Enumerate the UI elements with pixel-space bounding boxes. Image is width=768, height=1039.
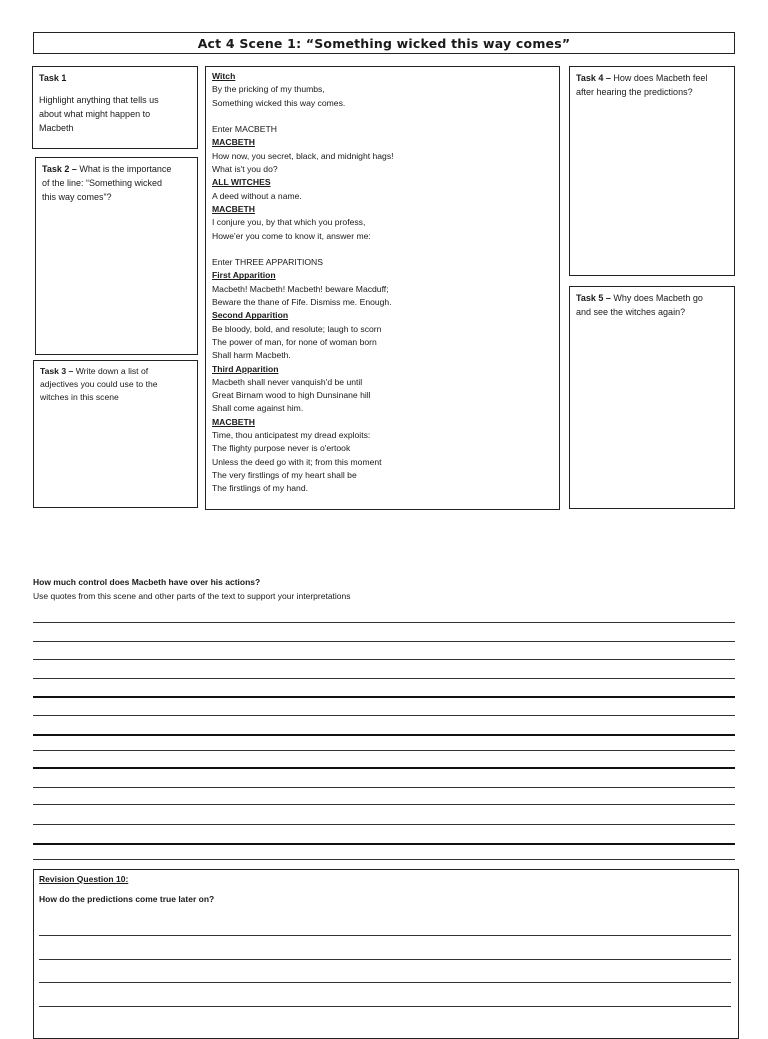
script-line: What is't you do? bbox=[212, 164, 278, 175]
task-5-text: and see the witches again? bbox=[576, 307, 686, 317]
writing-line[interactable] bbox=[33, 696, 735, 698]
task-5-sep: – bbox=[603, 293, 614, 303]
script-line: The very firstlings of my heart shall be bbox=[212, 469, 357, 480]
writing-line[interactable] bbox=[33, 859, 735, 860]
writing-line[interactable] bbox=[33, 824, 735, 825]
writing-line[interactable] bbox=[33, 659, 735, 660]
script-line: Be bloody, bold, and resolute; laugh to scorn bbox=[212, 323, 382, 334]
task-4-box bbox=[569, 66, 735, 276]
task-4-text: How does Macbeth feel bbox=[613, 73, 708, 83]
task-2-label: Task 2 bbox=[42, 164, 70, 174]
task-2-box bbox=[35, 157, 198, 355]
writing-line[interactable] bbox=[39, 982, 731, 983]
stage-direction: Enter MACBETH bbox=[212, 124, 277, 135]
speaker-first-apparition: First Apparition bbox=[212, 270, 276, 281]
script-line: By the pricking of my thumbs, bbox=[212, 84, 325, 95]
task-5-label: Task 5 bbox=[576, 293, 604, 303]
script-line: Something wicked this way comes. bbox=[212, 97, 346, 108]
task-2-text: this way comes”? bbox=[42, 192, 112, 202]
task-2-text: of the line: “Something wicked bbox=[42, 178, 163, 188]
task-3-text: adjectives you could use to the bbox=[40, 379, 158, 389]
script-line: Great Birnam wood to high Dunsinane hill bbox=[212, 390, 371, 401]
speaker-all-witches: ALL WITCHES bbox=[212, 177, 271, 188]
speaker-macbeth: MACBETH bbox=[212, 416, 255, 427]
task-4-sep: – bbox=[603, 73, 614, 83]
script-line: Unless the deed go with it; from this moment bbox=[212, 456, 382, 467]
task-3-text: Write down a list of bbox=[75, 366, 149, 376]
essay-question-instruction: Use quotes from this scene and other parts of the text to support your interpretations bbox=[33, 591, 351, 601]
revision-question-text: How do the predictions come true later on? bbox=[39, 894, 215, 904]
writing-line[interactable] bbox=[33, 804, 735, 805]
essay-question-title: How much control does Macbeth have over his actions? bbox=[33, 577, 261, 587]
task-3-box bbox=[33, 360, 198, 508]
writing-line[interactable] bbox=[33, 787, 735, 788]
script-line: Shall come against him. bbox=[212, 403, 304, 414]
writing-line[interactable] bbox=[33, 678, 735, 679]
task-1-text: about what might happen to bbox=[39, 109, 151, 119]
task-3-sep: – bbox=[66, 366, 76, 376]
speaker-macbeth: MACBETH bbox=[212, 137, 255, 148]
writing-line[interactable] bbox=[39, 959, 731, 960]
writing-line[interactable] bbox=[33, 715, 735, 716]
writing-line[interactable] bbox=[33, 641, 735, 642]
task-5-text: Why does Macbeth go bbox=[613, 293, 703, 303]
writing-line[interactable] bbox=[33, 622, 735, 623]
script-line: Howe'er you come to know it, answer me: bbox=[212, 230, 371, 241]
task-1-label: Task 1 bbox=[39, 73, 67, 83]
speaker-second-apparition: Second Apparition bbox=[212, 310, 289, 321]
writing-line[interactable] bbox=[39, 935, 731, 936]
script-line: Shall harm Macbeth. bbox=[212, 350, 291, 361]
script-line: Beware the thane of Fife. Dismiss me. Enough. bbox=[212, 297, 392, 308]
script-line: The firstlings of my hand. bbox=[212, 483, 309, 494]
script-line: The power of man, for none of woman born bbox=[212, 336, 377, 347]
script-line: A deed without a name. bbox=[212, 190, 302, 201]
script-line: The flighty purpose never is o'ertook bbox=[212, 443, 351, 454]
script-line: Macbeth! Macbeth! Macbeth! beware Macduff; bbox=[212, 283, 389, 294]
task-1-text: Highlight anything that tells us bbox=[39, 95, 159, 105]
task-3-text: witches in this scene bbox=[40, 392, 119, 402]
task-2-text: What is the importance bbox=[79, 164, 172, 174]
writing-line[interactable] bbox=[33, 750, 735, 751]
task-5-box bbox=[569, 286, 735, 509]
revision-question-box bbox=[33, 869, 739, 1039]
revision-question-title: Revision Question 10: bbox=[39, 874, 129, 884]
speaker-third-apparition: Third Apparition bbox=[212, 363, 279, 374]
writing-line[interactable] bbox=[33, 843, 735, 845]
task-4-text: after hearing the predictions? bbox=[576, 87, 693, 97]
speaker-macbeth: MACBETH bbox=[212, 203, 255, 214]
essay-question bbox=[33, 577, 351, 601]
page-title: Act 4 Scene 1: “Something wicked this way comes” bbox=[197, 36, 571, 51]
title-box bbox=[33, 32, 735, 54]
writing-line[interactable] bbox=[33, 767, 735, 769]
task-2-sep: – bbox=[69, 164, 80, 174]
task-4-label: Task 4 bbox=[576, 73, 604, 83]
stage-direction: Enter THREE APPARITIONS bbox=[212, 257, 323, 268]
task-1-text: Macbeth bbox=[39, 123, 74, 133]
script-line: I conjure you, by that which you profess, bbox=[212, 217, 366, 228]
script-line: How now, you secret, black, and midnight hags! bbox=[212, 150, 394, 161]
speaker-witch: Witch bbox=[212, 71, 236, 81]
script-extract bbox=[205, 66, 560, 510]
task-1-box bbox=[32, 66, 198, 149]
writing-line[interactable] bbox=[39, 1006, 731, 1007]
task-3-label: Task 3 bbox=[40, 366, 67, 376]
script-line: Time, thou anticipatest my dread exploits: bbox=[212, 430, 371, 441]
writing-line[interactable] bbox=[33, 734, 735, 736]
script-line: Macbeth shall never vanquish'd be until bbox=[212, 376, 363, 387]
